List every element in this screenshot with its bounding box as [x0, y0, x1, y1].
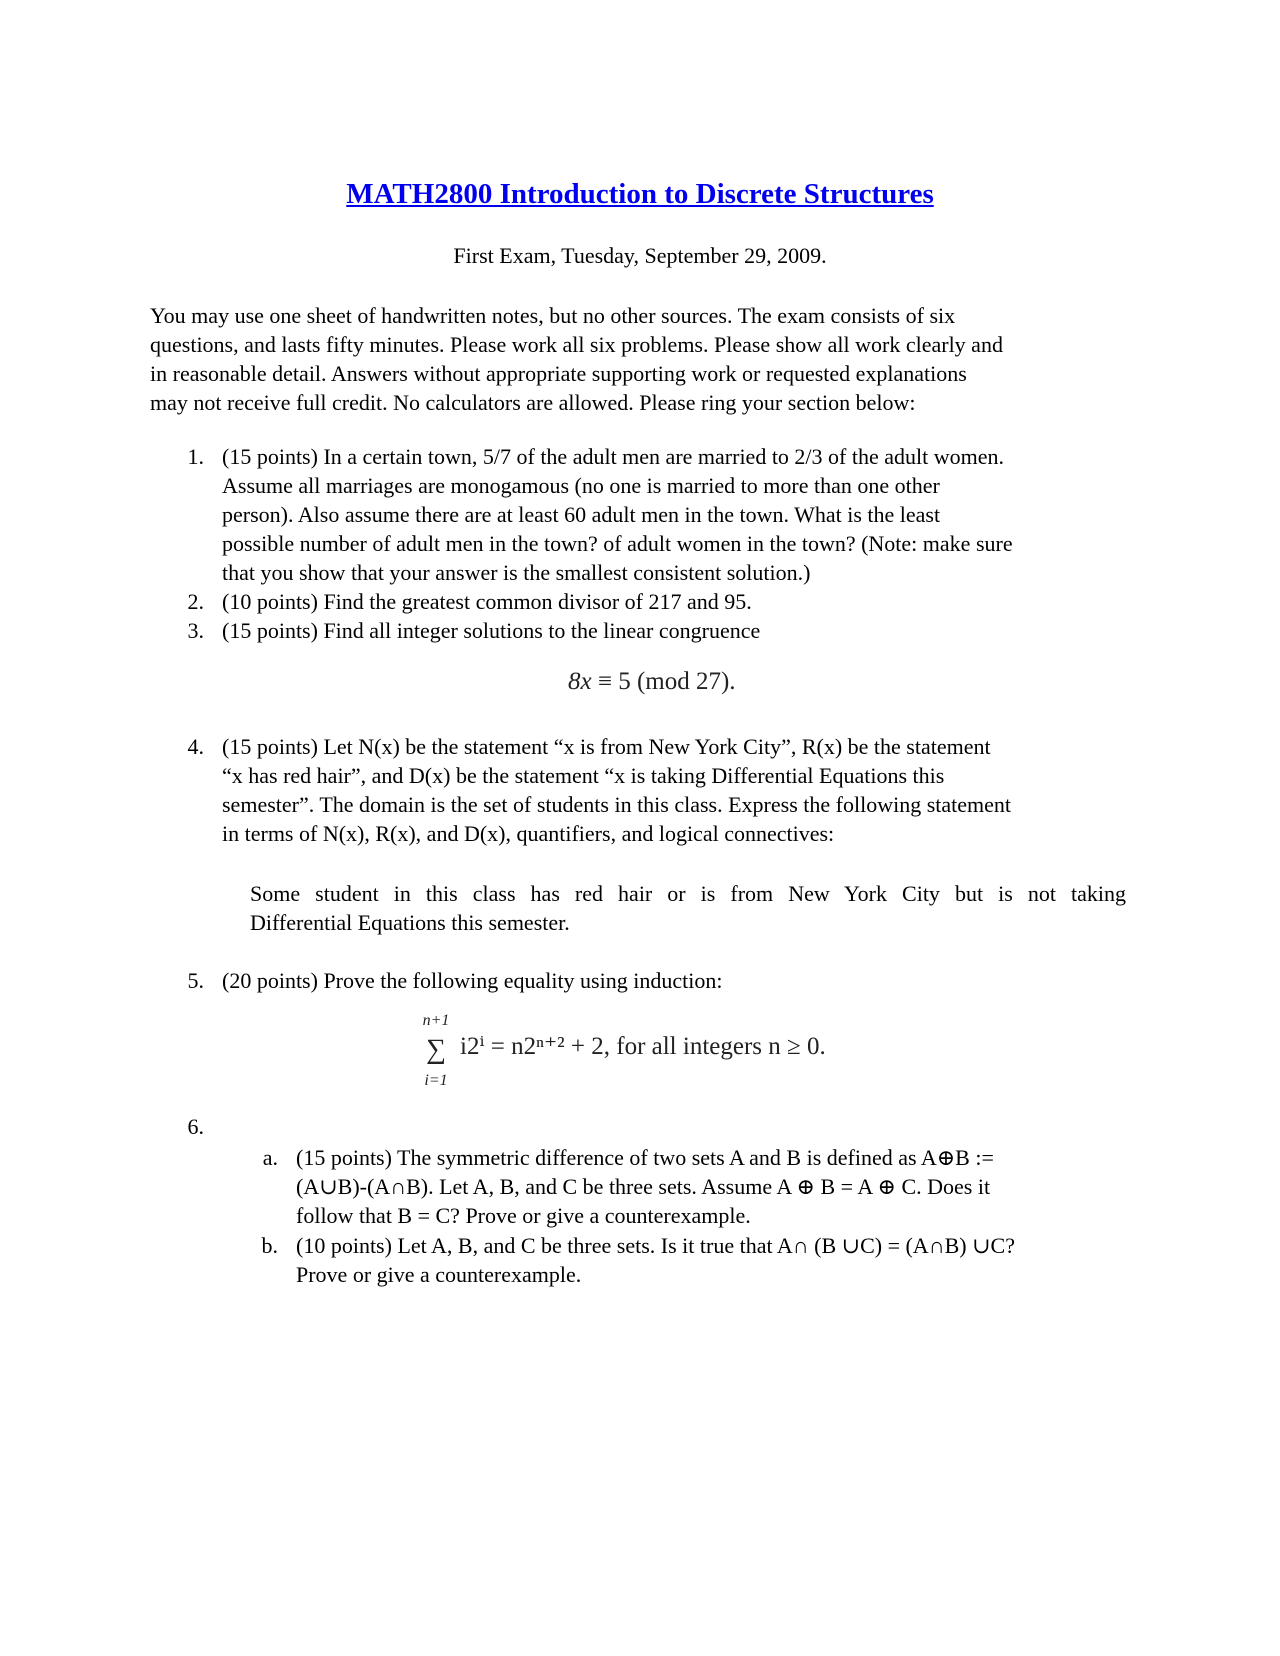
question-line: Prove or give a counterexample. — [296, 1262, 582, 1287]
question-line: (15 points) In a certain town, 5/7 of the adult men are married to 2/3 of the adult women. — [222, 444, 1004, 469]
question-line: semester”. The domain is the set of students in this class. Express the following statement — [222, 792, 1012, 817]
question-line: (20 points) Prove the following equality using induction: — [222, 968, 723, 993]
statement-to-translate — [250, 879, 1126, 937]
question-1-text — [222, 442, 1142, 587]
question-line: Assume all marriages are monogamous (no one is married to more than one other — [222, 473, 940, 498]
exam-instructions — [150, 301, 1140, 417]
question-1-number: 1. — [187, 444, 204, 469]
question-line: follow that B = C? Prove or give a counterexample. — [296, 1203, 751, 1228]
question-line: possible number of adult men in the town? of adult women in the town? (Note: make sure — [222, 531, 1013, 556]
question-4-text — [222, 732, 1142, 848]
sigma-icon: ∑ — [426, 1034, 446, 1065]
statement-line: Some student in this class has red hair or is from New York City but is not taking — [250, 881, 1126, 906]
instruction-line: You may use one sheet of handwritten notes, but no other sources. The exam consists of six — [150, 303, 956, 328]
question-6-number: 6. — [187, 1114, 204, 1139]
congruence-equation — [568, 668, 736, 696]
question-3-number: 3. — [187, 618, 204, 643]
question-line: (10 points) Let A, B, and C be three sets. Is it true that A∩ (B ∪C) = (A∩B) ∪C? — [296, 1233, 1015, 1258]
question-line: (15 points) Let N(x) be the statement “x is from New York City”, R(x) be the statement — [222, 734, 991, 759]
question-6a-label: a. — [262, 1145, 278, 1170]
question-2-number: 2. — [187, 589, 204, 614]
summation-upper-limit: n+1 — [422, 1012, 450, 1029]
induction-equation: i2ⁱ = n2ⁿ⁺² + 2, for all integers n ≥ 0. — [460, 1033, 826, 1060]
statement-line: Differential Equations this semester. — [250, 910, 570, 935]
question-6b-label: b. — [261, 1233, 278, 1258]
question-6a-text — [296, 1143, 1156, 1230]
question-line: in terms of N(x), R(x), and D(x), quantifiers, and logical connectives: — [222, 821, 835, 846]
question-2-text — [222, 587, 1142, 616]
question-3-text — [222, 616, 1142, 645]
instruction-line: in reasonable detail. Answers without appropriate supporting work or requested explanations — [150, 361, 967, 386]
question-6b-text — [296, 1231, 1156, 1289]
question-line: “x has red hair”, and D(x) be the statement “x is taking Differential Equations this — [222, 763, 945, 788]
exam-subtitle: First Exam, Tuesday, September 29, 2009. — [453, 243, 827, 268]
course-title-link[interactable]: MATH2800 Introduction to Discrete Structures — [346, 178, 934, 210]
question-5-text — [222, 966, 1142, 995]
question-4-number: 4. — [187, 734, 204, 759]
congruence-lhs: 8x — [568, 668, 592, 695]
question-line: (15 points) Find all integer solutions to the linear congruence — [222, 618, 761, 643]
question-line: (15 points) The symmetric difference of two sets A and B is defined as A⊕B := — [296, 1145, 994, 1170]
question-line: that you show that your answer is the smallest consistent solution.) — [222, 560, 811, 585]
question-line: (10 points) Find the greatest common divisor of 217 and 95. — [222, 589, 752, 614]
instruction-line: may not receive full credit. No calculators are allowed. Please ring your section below: — [150, 390, 916, 415]
summation-lower-limit: i=1 — [424, 1072, 448, 1089]
instruction-line: questions, and lasts fifty minutes. Please work all six problems. Please show all work clearly and — [150, 332, 1003, 357]
question-line: (A∪B)-(A∩B). Let A, B, and C be three sets. Assume A ⊕ B = A ⊕ C. Does it — [296, 1174, 991, 1199]
congruence-rhs: ≡ 5 (mod 27). — [591, 668, 736, 695]
question-line: person). Also assume there are at least 60 adult men in the town. What is the least — [222, 502, 941, 527]
question-5-number: 5. — [187, 968, 204, 993]
